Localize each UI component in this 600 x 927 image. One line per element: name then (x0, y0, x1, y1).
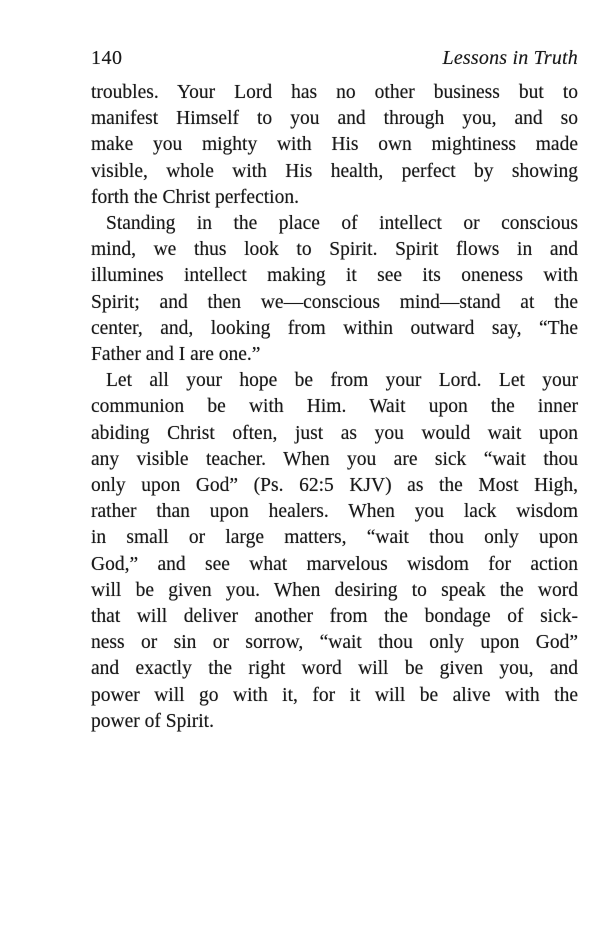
text-line: troubles. Your Lord has no other business but to (91, 82, 578, 103)
text-line: power will go with it, for it will be alive with the (91, 684, 578, 706)
text-line: Let all your hope be from your Lord. Let your (106, 370, 578, 392)
text-line: manifest Himself to you and through you, and so (91, 108, 578, 130)
text-line: any visible teacher. When you are sick “wait thou (91, 448, 578, 470)
text-line: Father and I are one.” (91, 344, 261, 366)
text-line: ness or sin or sorrow, “wait thou only upon God” (91, 632, 578, 654)
text-line: Spirit; and then we—conscious mind—stand at the (91, 291, 578, 313)
text-line: mind, we thus look to Spirit. Spirit flows in and (91, 239, 578, 261)
text-line: communion be with Him. Wait upon the inner (91, 396, 578, 418)
text-line: will be given you. When desiring to speak the word (91, 579, 578, 601)
text-line: God,” and see what marvelous wisdom for action (91, 553, 578, 575)
page-number: 140 (91, 47, 123, 69)
page-header (91, 46, 578, 70)
text-line: in small or large matters, “wait thou only upon (91, 527, 578, 549)
text-line: center, and, looking from within outward say, “The (91, 317, 578, 339)
text-line: visible, whole with His health, perfect by showing (91, 160, 578, 182)
paragraph (91, 368, 578, 735)
text-line: Standing in the place of intellect or conscious (106, 213, 578, 235)
text-line: illumines intellect making it see its oneness with (91, 265, 578, 287)
text-line: forth the Christ perfection. (91, 186, 299, 208)
running-header-title: Lessons in Truth (442, 47, 578, 69)
paragraph (91, 80, 578, 211)
paragraph (91, 211, 578, 368)
page-body (91, 80, 578, 735)
text-line: that will deliver another from the bondage of sick- (91, 606, 578, 628)
text-line: only upon God” (Ps. 62:5 KJV) as the Most High, (91, 475, 578, 497)
text-line: power of Spirit. (91, 710, 214, 732)
text-line: make you mighty with His own mightiness made (91, 134, 578, 156)
text-line: and exactly the right word will be given you, and (91, 658, 578, 680)
text-line: abiding Christ often, just as you would wait upon (91, 422, 578, 444)
text-line: rather than upon healers. When you lack wisdom (91, 501, 578, 523)
